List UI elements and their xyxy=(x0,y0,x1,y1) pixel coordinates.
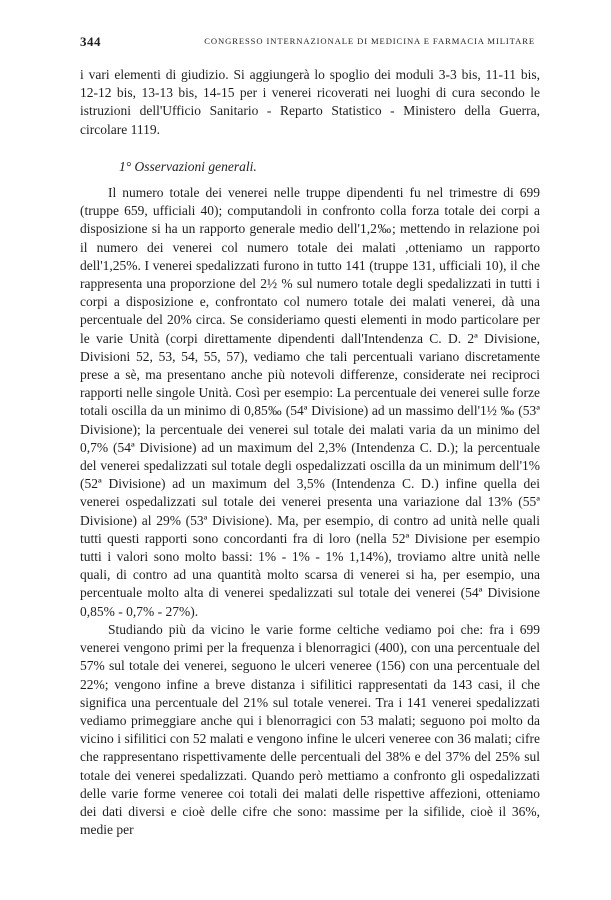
running-head: CONGRESSO INTERNAZIONALE DI MEDICINA E FARMACIA MILITARE xyxy=(204,36,535,46)
body-text xyxy=(80,66,540,839)
intro-paragraph: i vari elementi di giudizio. Si aggiungerà lo spoglio dei moduli 3-3 bis, 11-11 bis, 12-12 bis, 13-13 bis, 14-15 per i venerei ricoverati nei luoghi di cura secondo le istruzioni dell'Ufficio Sanitario - Reparto Statistico - Ministero della Guerra, circolare 1119. xyxy=(80,67,540,137)
section-title: 1° Osservazioni generali. xyxy=(119,158,257,174)
page-header xyxy=(80,34,535,52)
paragraph-celtic-forms: Studiando più da vicino le varie forme celtiche vediamo poi che: fra i 699 venerei vengono primi per la frequenza i blenorragici (400), con una percentuale del 57% sul totale dei venerei, seguono le ulceri veneree (156) con una percentuale del 22%; vengono infine a breve distanza i sifilitici rappresentati da 143 casi, il che significa una percentuale del 21% sul totale venerei. Tra i 141 venerei spedalizzati vediamo primeggiare anche qui i blenorragici con 53 malati; seguono poi molto da vicino i sifilitici con 52 malati e vengono infine le ulceri veneree con 36 malati; cifre che rappresentano rispettivamente delle percentuali del 38% e del 37% del 25% sul totale dei venerei spedalizzati. Quando però mettiamo a confronto gli ospedalizzati delle varie forme veneree coi totali dei malati delle rispettive affezioni, otteniamo dei dati diversi e cioè delle cifre che sono: massime per la sifilide, cioè il 36%, medie per xyxy=(80,621,540,838)
paragraph-general-observations: Il numero totale dei venerei nelle truppe dipendenti fu nel trimestre di 699 (truppe 659, ufficiali 40); computandoli in confronto colla forza totale dei corpi a disposizione si ha un rapporto generale medio dell'1,2‰; mettendo in relazione poi il numero dei venerei col numero totale dei malati ,otteniamo un rapporto dell'1,25%. I venerei spedalizzati furono in tutto 141 (truppe 131, ufficiali 10), il che rappresenta una proporzione del 2½ % sul numero totale degli spedalizzati in tutti i corpi a disposizione e, confrontato col numero totale dei malati venerei, dà una percentuale del 20% circa. Se consideriamo questi elementi in modo particolare per le varie Unità (corpi direttamente dipendenti dall'Intendenza C. D. 2ª Divisione, Divisioni 52, 53, 54, 55, 57), vediamo che tali percentuali variano discretamente prese a sè, ma presentano anche più notevoli differenze, considerate nei reciproci rapporti nelle singole Unità. Così per esempio: La percentuale dei venerei sulle forze totali oscilla da un minimo di 0,85‰ (54ª Divisione) ad un massimo dell'1½ ‰ (53ª Divisione); la percentuale dei venerei sul totale dei malati varia da un minimo del 0,7% (54ª Divisione) ad un maximum del 2,3% (Intendenza C. D.); la percentuale del venerei spedalizzati sul totale degli ospedalizzati oscilla da un minimum dell'1% (52ª Divisione) ad un maximum del 3,5% (Intendenza C. D.) infine quella dei venerei ospedalizzati sul totale dei venerei presenta una variazione dal 13% (55ª Divisione) al 29% (53ª Divisione). Ma, per esempio, di contro ad unità nelle quali tutti questi rapporti sono concordanti fra di loro (nella 52ª Divisione per esempio tutti i valori sono molto bassi: 1% - 1% - 1% 1,14%), troviamo altre unità nelle quali, di contro ad una quantità molto scarsa di venerei si ha, per esempio, una percentuale molto alta di venerei spedalizzati sul totale dei venerei (54ª Divisione 0,85% - 0,7% - 27%). xyxy=(80,185,540,619)
page-number: 344 xyxy=(80,34,101,49)
